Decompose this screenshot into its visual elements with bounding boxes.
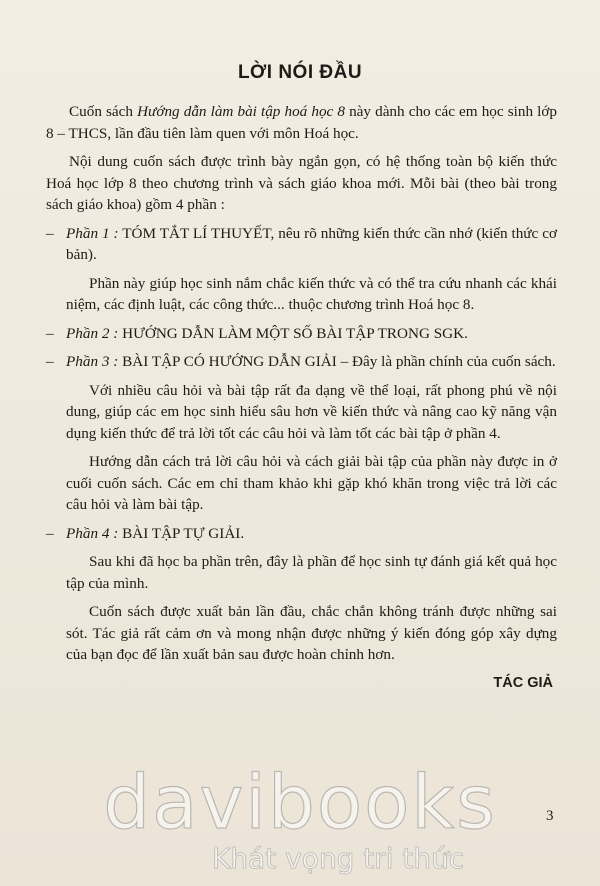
intro-text-b: này dành cho các em học sinh lớp 8 – THCS, lần đầu tiên làm quen với môn Hoá học. bbox=[46, 103, 557, 142]
section-label: Phần 1 : bbox=[66, 224, 119, 242]
section-label: Phần 3 : bbox=[66, 353, 119, 370]
section-text: BÀI TẬP TỰ GIẢI. bbox=[118, 524, 245, 542]
section-text: BÀI TẬP CÓ HƯỚNG DẪN GIẢI – Đây là phần chính của cuốn sách. bbox=[118, 353, 556, 370]
closing-paragraph: Cuốn sách được xuất bản lần đầu, chắc chắn không tránh được những sai sót. Tác giả rất cảm ơn và mong nhận được những ý kiến đóng góp xây dựng của bạn đọc để lần xuất bản sau được hoàn chỉnh hơn. bbox=[66, 603, 557, 663]
section-3-detail-2: Hướng dẫn cách trả lời câu hỏi và cách giải bài tập của phần này được in ở cuối cuốn sách. Các em chỉ tham khảo khi gặp khó khăn trong việc trả lời các câu hỏi và làm bài tập. bbox=[66, 453, 557, 513]
page-content bbox=[46, 101, 557, 694]
section-item-2 bbox=[46, 323, 557, 345]
dash-marker: – bbox=[46, 524, 54, 542]
dash-marker: – bbox=[46, 353, 54, 370]
section-1-detail-1: Phần này giúp học sinh nắm chắc kiến thức và có thể tra cứu nhanh các khái niệm, các định luật, các công thức... thuộc chương trình Hoá học 8. bbox=[66, 274, 557, 313]
section-item-3 bbox=[46, 351, 557, 373]
section-text: TÓM TẮT LÍ THUYẾT, nêu rõ những kiến thức cần nhớ (kiến thức cơ bản). bbox=[66, 224, 557, 263]
watermark-slogan: Khát vọng tri thức bbox=[212, 842, 465, 875]
section-item-4 bbox=[46, 523, 557, 545]
author-signature: TÁC GIẢ bbox=[493, 674, 553, 691]
page-number: 3 bbox=[546, 808, 554, 824]
section-text: HƯỚNG DẪN LÀM MỘT SỐ BÀI TẬP TRONG SGK. bbox=[118, 324, 468, 342]
intro-paragraph-1 bbox=[46, 101, 557, 144]
watermark-logo: davibooks bbox=[103, 760, 497, 846]
section-4-detail-1: Sau khi đã học ba phần trên, đây là phần để học sinh tự đánh giá kết quả học tập của mình. bbox=[66, 553, 557, 592]
book-title: Hướng dẫn làm bài tập hoá học 8 bbox=[137, 103, 345, 120]
section-item-1 bbox=[46, 223, 557, 266]
page-title: LỜI NÓI ĐẦU bbox=[237, 62, 363, 83]
section-label: Phần 4 : bbox=[66, 524, 119, 542]
section-3-detail-1: Với nhiều câu hỏi và bài tập rất đa dạng về thể loại, rất phong phú về nội dung, giúp các em học sinh hiểu sâu hơn về kiến thức và nâng cao kỹ năng vận dụng kiến thức để trả lời tốt các câu hỏi và làm tốt các bài tập ở phần 4. bbox=[66, 381, 557, 442]
dash-marker: – bbox=[46, 224, 54, 242]
intro-paragraph-2: Nội dung cuốn sách được trình bày ngắn gọn, có hệ thống toàn bộ kiến thức Hoá học lớp 8 theo chương trình và sách giáo khoa mới. Mỗi bài (theo bài trong sách giáo khoa) gồm 4 phần : bbox=[46, 153, 557, 213]
dash-marker: – bbox=[46, 324, 54, 342]
section-label: Phần 2 : bbox=[66, 324, 119, 342]
intro-text-a: Cuốn sách bbox=[69, 103, 138, 120]
